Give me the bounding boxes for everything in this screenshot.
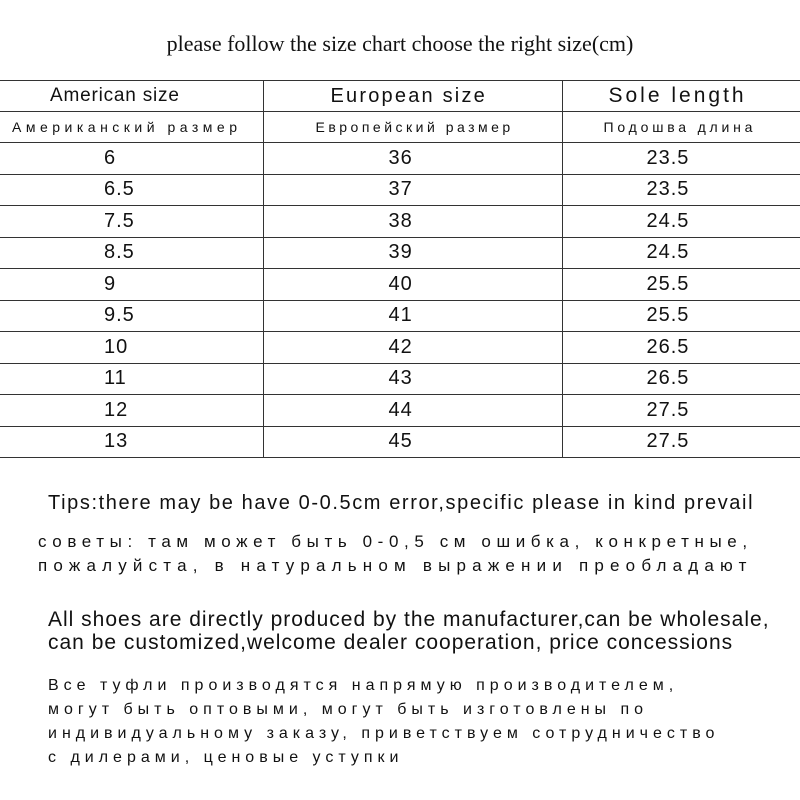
notice-text-en-line-2: can be customized,welcome dealer cooperation, price concessions (48, 631, 734, 654)
eu-size-cell: 39 (263, 237, 562, 269)
sole-length-cell: 24.5 (562, 206, 800, 238)
eu-size-cell: 43 (263, 363, 562, 395)
eu-size-cell: 42 (263, 332, 562, 364)
table-row (0, 395, 800, 427)
us-size-cell: 7.5 (104, 209, 135, 232)
notice-text-ru-line-1: Все туфли производятся напрямую производителем, (48, 677, 679, 694)
eu-size-cell: 45 (263, 426, 562, 458)
us-size-cell: 12 (104, 398, 129, 421)
header-european-size-ru: Европейский размер (263, 112, 562, 143)
eu-size-cell: 36 (263, 143, 562, 175)
sole-length-cell: 26.5 (562, 363, 800, 395)
us-size-cell: 6.5 (104, 178, 135, 201)
sole-length-cell: 25.5 (562, 300, 800, 332)
us-size-cell: 9.5 (104, 304, 135, 327)
tips-text-en: Tips:there may be have 0-0.5cm error,specific please in kind prevail (48, 492, 755, 514)
table-row (0, 206, 800, 238)
notice-text-ru-line-2: могут быть оптовыми, могут быть изготовлены по (48, 701, 649, 718)
header-sole-length-ru: Подошва длина (562, 112, 800, 143)
sole-length-cell: 26.5 (562, 332, 800, 364)
us-size-cell: 10 (104, 335, 129, 358)
sole-length-cell: 27.5 (562, 395, 800, 427)
header-sole-length: Sole length (562, 81, 800, 112)
table-row (0, 269, 800, 301)
sole-length-cell: 23.5 (562, 143, 800, 175)
us-size-cell: 11 (104, 367, 127, 390)
table-header-row-ru (0, 112, 800, 143)
notice-text-ru-line-4: с дилерами, ценовые уступки (48, 749, 404, 766)
tips-text-ru-line-2: пожалуйста, в натуральном выражении преобладают (38, 556, 753, 575)
eu-size-cell: 41 (263, 300, 562, 332)
eu-size-cell: 37 (263, 174, 562, 206)
us-size-cell: 6 (104, 146, 117, 169)
sole-length-cell: 27.5 (562, 426, 800, 458)
us-size-cell: 8.5 (104, 241, 135, 264)
sole-length-cell: 25.5 (562, 269, 800, 301)
header-american-size: American size (50, 85, 180, 106)
table-row (0, 426, 800, 458)
table-row (0, 332, 800, 364)
header-european-size: European size (263, 81, 562, 112)
us-size-cell: 13 (104, 430, 129, 453)
page-title: please follow the size chart choose the right size(cm) (166, 31, 634, 56)
sole-length-cell: 23.5 (562, 174, 800, 206)
eu-size-cell: 38 (263, 206, 562, 238)
table-row (0, 174, 800, 206)
notice-text-ru-line-3: индивидуальному заказу, приветствуем сотрудничество (48, 725, 720, 742)
table-header-row-en (0, 81, 800, 112)
table-row (0, 143, 800, 175)
notice-text-en-line-1: All shoes are directly produced by the manufacturer,can be wholesale, (48, 608, 770, 631)
size-chart-table (0, 80, 800, 458)
header-american-size-ru: Американский размер (12, 119, 242, 135)
eu-size-cell: 40 (263, 269, 562, 301)
table-row (0, 363, 800, 395)
sole-length-cell: 24.5 (562, 237, 800, 269)
table-row (0, 300, 800, 332)
table-row (0, 237, 800, 269)
eu-size-cell: 44 (263, 395, 562, 427)
us-size-cell: 9 (104, 272, 117, 295)
tips-text-ru-line-1: советы: там может быть 0-0,5 см ошибка, конкретные, (38, 532, 753, 551)
